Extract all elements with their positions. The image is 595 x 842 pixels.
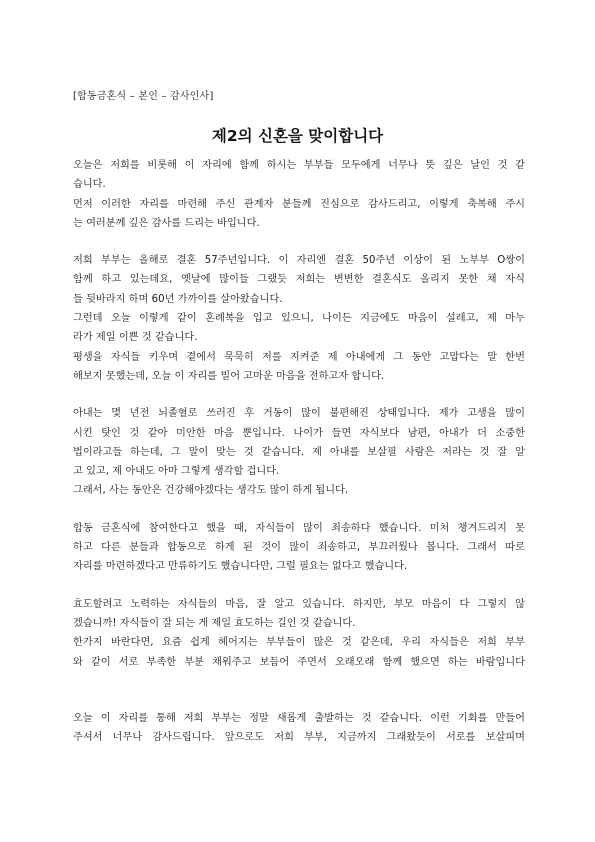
paragraph-4	[73, 519, 525, 577]
text-line: 먼저 이러한 자리를 마련해 주신 관계자 분들께 진심으로 감사드리고, 이렇게 축복해 주시	[73, 198, 525, 210]
text-line: 겠습니까! 자식들이 잘 되는 게 제일 효도하는 길인 것 같습니다.	[73, 617, 356, 629]
text-line: 들 뒷바라지 하며 60년 가까이를 살아왔습니다.	[73, 293, 283, 305]
text-line: 습니다.	[73, 179, 106, 191]
text-line: 주셔서 너무나 감사드립니다. 앞으로도 저희 부부, 지금까지 그래왔듯이 서로를 보살피며	[73, 732, 525, 744]
text-line: 한가지 바란다면, 요즘 쉽게 헤어지는 부부들이 많은 것 같은데, 우리 자식들은 저희 부부	[73, 637, 525, 649]
text-line: 는 여러분께 깊은 감사를 드리는 바입니다.	[73, 217, 260, 229]
text-line: 오늘은 저희를 비롯해 이 자리에 함께 하시는 부부들 모두에게 너무나 뜻 깊은 날인 것 같	[73, 160, 525, 171]
text-line: 자리를 마련하겠다고 만류하기도 했습니다만, 그럴 필요는 없다고 했습니다.	[73, 561, 408, 573]
text-line: 오늘 이 자리를 통해 저희 부부는 정말 새롭게 출발하는 것 같습니다. 이런 기회를 만들어	[73, 712, 525, 724]
text-line: 라가 제일 이쁜 것 같습니다.	[73, 332, 198, 344]
paragraph-6	[73, 709, 525, 748]
document-body	[73, 156, 525, 747]
text-line: 와 같이 서로 부족한 부분 채워주고 보듬어 주면서 오래오래 함께 했으면 하는 바람입니다	[73, 656, 525, 668]
text-line: 그런데 오늘 이렇게 같이 혼례복을 입고 있으니, 나이든 지금에도 마음이 설레고, 제 마누	[73, 313, 525, 325]
paragraph-1	[73, 156, 525, 233]
text-line: 효도할려고 노력하는 자식들의 마음, 잘 알고 있습니다. 하지만, 부모 마음이 다 그렇지 않	[73, 598, 525, 610]
text-line: 하고 다른 분들과 합동으로 하게 된 것이 많이 죄송하고, 부끄러웠나 봅니다. 그래서 따로	[73, 542, 525, 554]
document-title: 제2의 신혼을 맞이합니다	[211, 127, 384, 145]
text-line: 법이라고들 하는데, 그 말이 맞는 것 같습니다. 제 아내를 보살필 사람은 저라는 것 잘 알	[73, 446, 525, 458]
paragraph-2	[73, 251, 525, 386]
text-line: 함께 하고 있는데요, 옛날에 많이들 그랬듯 저희는 변변한 결혼식도 올리지 못한 채 자식	[73, 274, 525, 286]
text-line: 그래서, 사는 동안은 건강해야겠다는 생각도 많이 하게 됩니다.	[73, 485, 349, 497]
text-line: 평생을 자식들 키우며 곁에서 묵묵히 저를 지켜준 제 아내에게 그 동안 고맙다는 말 한번	[73, 351, 525, 363]
document-category: [합동금혼식 – 본인 – 감사인사]	[73, 91, 214, 102]
text-line: 합동 금혼식에 참여한다고 했을 때, 자식들이 많이 죄송하다 했습니다. 미처 챙겨드리지 못	[73, 522, 525, 534]
text-line: 시킨 탓인 것 같아 미안한 마음 뿐입니다. 나이가 들면 자식보다 남편, 아내가 더 소중한	[73, 427, 525, 439]
paragraph-5	[73, 595, 525, 672]
text-line: 저희 부부는 올해로 결혼 57주년입니다. 이 자리엔 결혼 50주년 이상이 된 노부부 O쌍이	[73, 255, 525, 267]
text-line: 고 있고, 제 아내도 아마 그렇게 생각할 겁니다.	[73, 466, 280, 478]
text-line: 해보지 못했는데, 오늘 이 자리를 빌어 고마운 마음을 전하고자 합니다.	[73, 370, 385, 382]
text-line: 아내는 몇 년전 뇌졸혈로 쓰러진 후 거동이 많이 불편해진 상태입니다. 제가 고생을 많이	[73, 408, 525, 420]
paragraph-3	[73, 404, 525, 500]
